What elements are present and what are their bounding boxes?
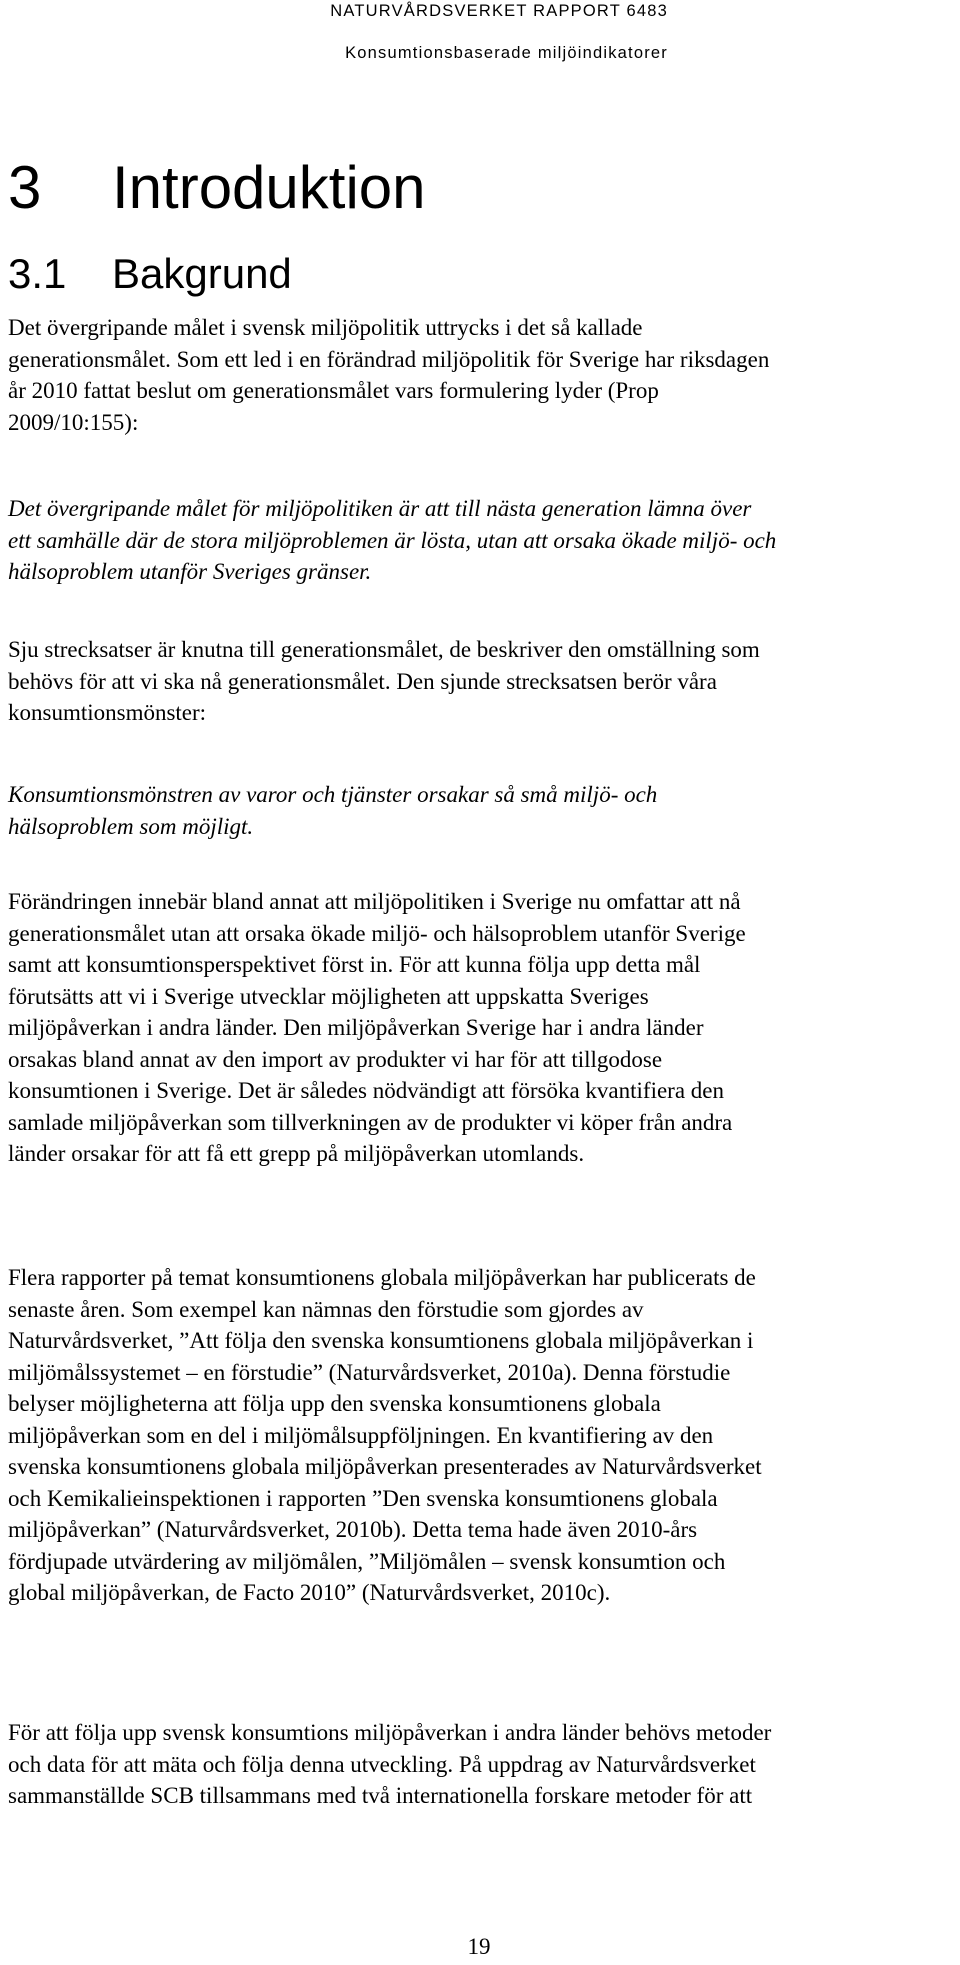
body-paragraph (8, 886, 958, 1170)
section-title: Bakgrund (112, 250, 292, 297)
quote-paragraph (8, 779, 958, 842)
section-heading (8, 244, 292, 304)
text-line: fördjupade utvärdering av miljömålen, ”Miljömålen – svensk konsumtion och (8, 1548, 726, 1574)
text-line: ett samhälle där de stora miljöproblemen är lösta, utan att orsaka ökade miljö- och (8, 527, 777, 553)
text-line: konsumtionen i Sverige. Det är således nödvändigt att försöka kvantifiera den (8, 1078, 724, 1103)
text-line: miljöpåverkan som en del i miljömålsuppföljningen. En kvantifiering av den (8, 1422, 714, 1448)
text-line: miljömålssystemet – en förstudie” (Naturvårdsverket, 2010a). Denna förstudie (8, 1359, 731, 1385)
text-line: svenska konsumtionens globala miljöpåverkan presenterades av Naturvårdsverket (8, 1454, 762, 1479)
text-line: behövs för att vi ska nå generationsmålet. Den sjunde strecksatsen berör våra (8, 668, 717, 694)
text-line: samlade miljöpåverkan som tillverkningen av de produkter vi köper från andra (8, 1109, 733, 1135)
text-line: För att följa upp svensk konsumtions miljöpåverkan i andra länder behövs metoder (8, 1720, 772, 1745)
text-line: år 2010 fattat beslut om generationsmålet vars formulering lyder (Prop (8, 378, 659, 403)
text-line: länder orsakar för att få ett grepp på miljöpåverkan utomlands. (8, 1141, 585, 1166)
text-line: samt att konsumtionsperspektivet först in. För att kunna följa upp detta mål (8, 952, 701, 977)
text-line: hälsoproblem som möjligt. (8, 813, 254, 839)
text-line: Förändringen innebär bland annat att miljöpolitiken i Sverige nu omfattar att nå (8, 889, 741, 914)
text-line: Konsumtionsmönstren av varor och tjänster orsakar så små miljö- och (8, 782, 658, 807)
text-line: sammanställde SCB tillsammans med två internationella forskare metoder för att (8, 1783, 753, 1808)
text-line: senaste åren. Som exempel kan nämnas den förstudie som gjordes av (8, 1296, 644, 1322)
text-line: belyser möjligheterna att följa upp den svenska konsumtionens globala (8, 1391, 661, 1416)
body-paragraph (8, 312, 958, 438)
running-header-subtitle: Konsumtionsbaserade miljöindikatorer (345, 44, 668, 62)
page-number: 19 (467, 1934, 491, 1959)
text-line: global miljöpåverkan, de Facto 2010” (Naturvårdsverket, 2010c). (8, 1580, 611, 1605)
text-line: konsumtionsmönster: (8, 700, 207, 725)
text-line: miljöpåverkan” (Naturvårdsverket, 2010b). Detta tema hade även 2010-års (8, 1517, 698, 1542)
text-line: miljöpåverkan i andra länder. Den miljöpåverkan Sverige har i andra länder (8, 1015, 704, 1040)
section-number: 3.1 (8, 250, 67, 297)
chapter-number: 3 (8, 154, 42, 221)
text-line: Det övergripande målet för miljöpolitiken är att till nästa generation lämna över (8, 496, 752, 521)
text-line: och data för att mäta och följa denna utveckling. På uppdrag av Naturvårdsverket (8, 1751, 756, 1777)
page-footer (0, 1932, 960, 1962)
text-line: orsakas bland annat av den import av produkter vi har för att tillgodose (8, 1046, 663, 1072)
text-line: hälsoproblem utanför Sveriges gränser. (8, 559, 372, 584)
body-paragraph (8, 1717, 958, 1812)
text-line: Flera rapporter på temat konsumtionens globala miljöpåverkan har publicerats de (8, 1265, 756, 1290)
text-line: Naturvårdsverket, ”Att följa den svenska konsumtionens globala miljöpåverkan i (8, 1328, 754, 1353)
quote-paragraph (8, 493, 958, 588)
text-line: 2009/10:155): (8, 409, 139, 435)
chapter-heading (8, 148, 426, 228)
text-line: generationsmålet utan att orsaka ökade miljö- och hälsoproblem utanför Sverige (8, 920, 746, 946)
running-header-report: NATURVÅRDSVERKET RAPPORT 6483 (330, 2, 668, 20)
text-line: Det övergripande målet i svensk miljöpolitik uttrycks i det så kallade (8, 315, 643, 340)
text-line: Sju strecksatser är knutna till generationsmålet, de beskriver den omställning som (8, 637, 760, 662)
text-line: och Kemikalieinspektionen i rapporten ”Den svenska konsumtionens globala (8, 1485, 718, 1511)
body-paragraph (8, 634, 958, 729)
chapter-title: Introduktion (112, 154, 426, 221)
body-paragraph (8, 1262, 958, 1609)
text-line: generationsmålet. Som ett led i en förändrad miljöpolitik för Sverige har riksdagen (8, 346, 770, 372)
text-line: förutsätts att vi i Sverige utvecklar möjligheten att uppskatta Sveriges (8, 983, 649, 1009)
